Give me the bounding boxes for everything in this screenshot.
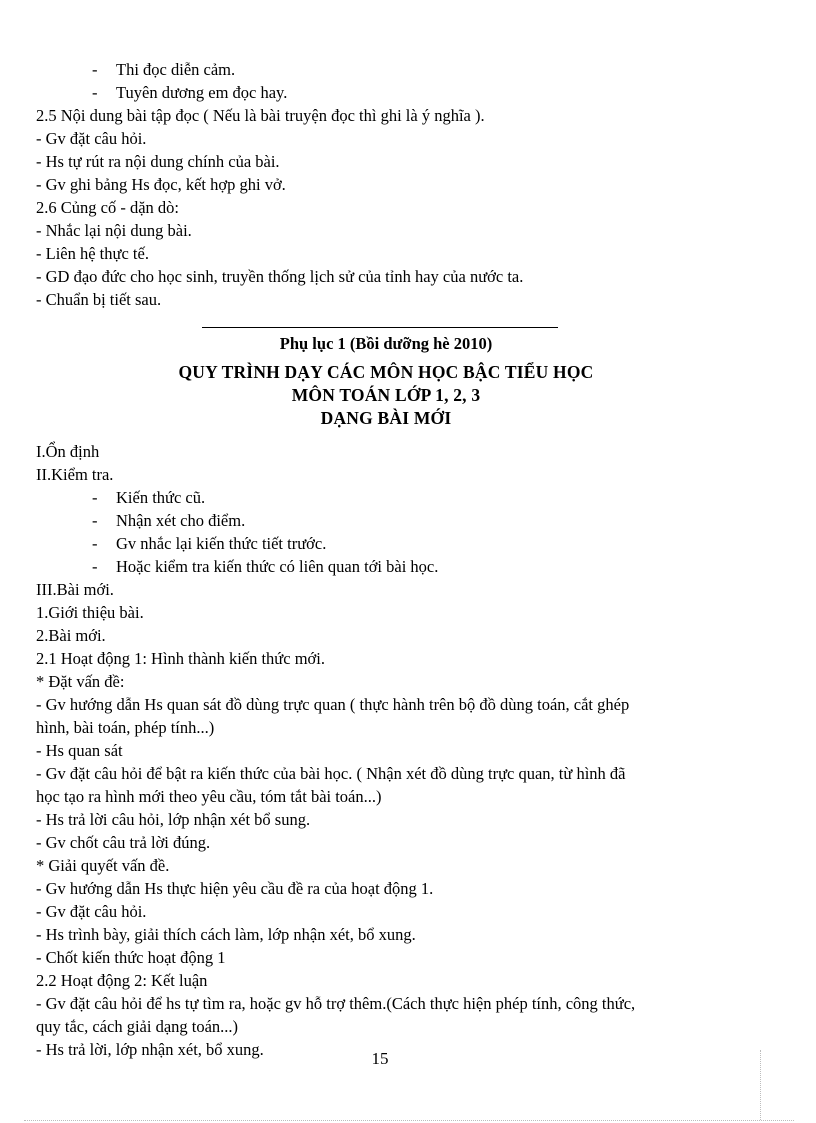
text-line: - GD đạo đức cho học sinh, truyền thống lịch sử của tỉnh hay của nước ta. xyxy=(36,267,524,286)
text-line: 2.2 Hoạt động 2: Kết luận xyxy=(36,971,208,990)
text-line: 1.Giới thiệu bài. xyxy=(36,603,144,622)
text-line: quy tắc, cách giải dạng toán...) xyxy=(36,1017,239,1036)
text-line: - Gv chốt câu trả lời đúng. xyxy=(36,833,211,852)
page-content xyxy=(36,58,736,1061)
text-line: III.Bài mới. xyxy=(36,580,114,599)
text-line: - Gv hướng dẫn Hs thực hiện yêu cầu đề ra của hoạt động 1. xyxy=(36,879,434,898)
text-line: - Chốt kiến thức hoạt động 1 xyxy=(36,948,226,967)
lesson-type-title: DẠNG BÀI MỚI xyxy=(320,408,452,428)
document-title: QUY TRÌNH DẠY CÁC MÔN HỌC BẬC TIỂU HỌC xyxy=(178,362,594,382)
text-line: hình, bài toán, phép tính...) xyxy=(36,718,215,737)
text-line: - Nhắc lại nội dung bài. xyxy=(36,221,192,240)
text-line: * Đặt vấn đề: xyxy=(36,672,125,691)
text-line: * Giải quyết vấn đề. xyxy=(36,856,170,875)
text-line: 2.6 Củng cố - dặn dò: xyxy=(36,198,179,217)
text-line: - Hs quan sát xyxy=(36,741,123,760)
text-line: - Hs trả lời, lớp nhận xét, bổ xung. xyxy=(36,1040,264,1059)
bullet-item: - Thi đọc diễn cảm. xyxy=(92,60,236,79)
bullet-item: - Gv nhắc lại kiến thức tiết trước. xyxy=(92,534,327,553)
text-line: - Gv ghi bảng Hs đọc, kết hợp ghi vở. xyxy=(36,175,286,194)
text-line: 2.Bài mới. xyxy=(36,626,106,645)
text-line: - Gv đặt câu hỏi để bật ra kiến thức của bài học. ( Nhận xét đồ dùng trực quan, từ hình đã xyxy=(36,764,626,783)
page-number: 15 xyxy=(371,1049,389,1068)
text-line: - Gv đặt câu hỏi. xyxy=(36,129,147,148)
text-line: - Liên hệ thực tế. xyxy=(36,244,149,263)
text-line: - Gv đặt câu hỏi để hs tự tìm ra, hoặc gv hỗ trợ thêm.(Cách thực hiện phép tính, công thức, xyxy=(36,994,636,1013)
bullet-item: - Kiến thức cũ. xyxy=(92,488,206,507)
text-line: - Hs trả lời câu hỏi, lớp nhận xét bổ sung. xyxy=(36,810,311,829)
text-line: - Gv đặt câu hỏi. xyxy=(36,902,147,921)
bullet-item: - Hoặc kiểm tra kiến thức có liên quan tới bài học. xyxy=(92,557,439,576)
text-line: - Gv hướng dẫn Hs quan sát đồ dùng trực quan ( thực hành trên bộ đồ dùng toán, cắt ghép xyxy=(36,695,630,714)
text-line: - Chuẩn bị tiết sau. xyxy=(36,290,162,309)
section-heading: I.Ổn định xyxy=(36,442,100,461)
text-line: - Hs tự rút ra nội dung chính của bài. xyxy=(36,152,280,171)
text-line: - Hs trình bày, giải thích cách làm, lớp nhận xét, bổ xung. xyxy=(36,925,416,944)
bullet-item: - Tuyên dương em đọc hay. xyxy=(92,83,288,102)
subject-title: MÔN TOÁN LỚP 1, 2, 3 xyxy=(291,385,481,405)
section-divider xyxy=(202,327,558,328)
section-heading: II.Kiểm tra. xyxy=(36,465,114,484)
text-line: 2.5 Nội dung bài tập đọc ( Nếu là bài truyện đọc thì ghi là ý nghĩa ). xyxy=(36,106,485,125)
page-border-bottom xyxy=(24,1120,794,1121)
text-line: học tạo ra hình mới theo yêu cầu, tóm tắt bài toán...) xyxy=(36,787,382,806)
bullet-item: - Nhận xét cho điểm. xyxy=(92,511,246,530)
appendix-title: Phụ lục 1 (Bồi dưỡng hè 2010) xyxy=(279,334,493,353)
page-border-vertical xyxy=(760,1050,761,1120)
text-line: 2.1 Hoạt động 1: Hình thành kiến thức mới. xyxy=(36,649,325,668)
